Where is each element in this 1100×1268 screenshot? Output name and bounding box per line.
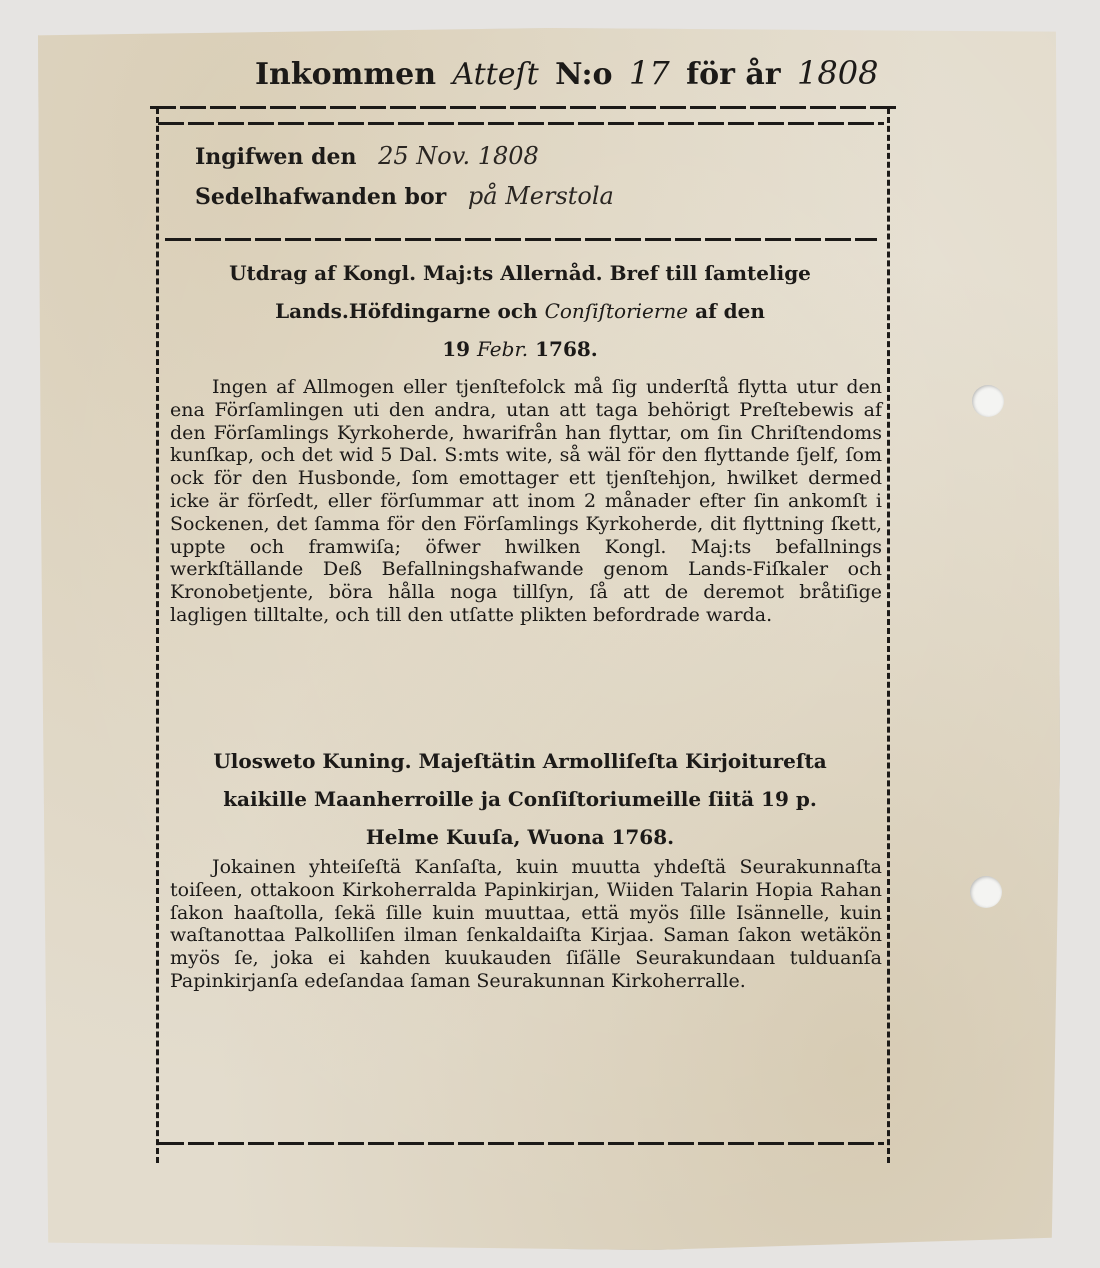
- finnish-body: [170, 856, 882, 993]
- swedish-title-line2-b: Conſiſtorierne: [544, 299, 689, 323]
- swedish-title: [175, 254, 865, 368]
- holder-label: Sedelhafwanden bor: [195, 184, 447, 210]
- header-year-label: för år: [686, 57, 781, 92]
- top-rule: [150, 106, 900, 109]
- certificate-header: [255, 54, 879, 92]
- submitted-value: 25 Nov. 1808: [378, 142, 539, 170]
- swedish-title-line2: [175, 292, 865, 330]
- swedish-title-line1: Utdrag af Kongl. Maj:ts Allernåd. Bref till ſamtelige: [229, 261, 811, 285]
- swedish-body: [170, 376, 882, 627]
- swedish-title-line2-c: af den: [695, 299, 765, 323]
- header-attest: Atteſt: [452, 57, 539, 92]
- header-number-value: 17: [629, 54, 670, 92]
- upper-rule: [158, 122, 884, 125]
- swedish-title-line3-a: 19: [442, 337, 471, 361]
- punch-hole-bottom: [970, 876, 1002, 908]
- finnish-body-paragraph: Jokainen yhteiſeſtä Kanſaſta, kuin muutta yhdeſtä Seurakunnaſta toiſeen, ottakoon Kirkoherralda Papinkirjan, Wiiden Talarin Hopia Rahan ſakon haaſtolla, ſekä ſille kuin muuttaa, että myös ſille Isännelle, kuin waſtanottaa Palkolliſen ilman ſenkaldaiſta Kirjaa. Saman ſakon wetäkön myös ſe, joka ei kahden kuukauden ſiſälle Seurakundaan tulduanſa Papinkirjanſa edeſandaa ſaman Seurakunnan Kirkoherralle.: [170, 856, 882, 992]
- submitted-date-row: [195, 142, 539, 170]
- finnish-title-line3: Helme Kuuſa, Wuona 1768.: [365, 825, 675, 849]
- swedish-body-paragraph: Ingen af Allmogen eller tjenſtefolck må ſig underſtå flytta utur den ena Förſamlingen uti den andra, utan att taga behörigt Preſtebewis af den Förſamlings Kyrkoherde, hwarifrån han flyttar, om ſin Chriſtendoms kunſkap, och det wid 5 Dal. S:mts wite, så wäl för den flyttande ſjelf, ſom ock för den Husbonde, ſom emottager ett tjenſtehjon, hwilket dermed icke är förſedt, eller förſummar att inom 2 månader efter ſin ankomſt i Sockenen, det ſamma för den Förſamlings Kyrkoherde, dit flyttning ſkett, uppte och framwiſa; öfwer hwilken Kongl. Maj:ts befallnings werkſtällande Deß Befallningshafwande genom Lands-Fiſkaler och Kronobetjente, böra hålla noga tillſyn, ſå att de deremot bråtiſige lagligen tilltalte, och till den utſatte plikten befordrade warda.: [170, 376, 882, 626]
- fields-divider-rule: [165, 238, 877, 241]
- swedish-title-line3-b: Febr.: [477, 337, 529, 361]
- punch-hole-top: [972, 385, 1004, 417]
- finnish-title-line2: kaikille Maanherroille ja Conſiſtoriumeille ſiitä 19 p.: [223, 787, 817, 811]
- swedish-title-line3-c: 1768.: [535, 337, 598, 361]
- submitted-label: Ingifwen den: [195, 144, 357, 170]
- holder-row: [195, 182, 614, 210]
- swedish-title-line2-a: Lands.Höfdingarne och: [275, 299, 538, 323]
- header-prefix: Inkommen: [255, 57, 437, 92]
- header-number-label: N:o: [555, 57, 613, 92]
- header-year-value: 1808: [797, 54, 879, 92]
- bottom-rule: [158, 1142, 884, 1145]
- swedish-title-line3: [175, 330, 865, 368]
- finnish-title-line1: Ulosweto Kuning. Majeſtätin Armolliſeſta Kirjoitureſta: [213, 749, 827, 773]
- holder-value: på Merstola: [467, 182, 614, 210]
- finnish-title: [175, 742, 865, 856]
